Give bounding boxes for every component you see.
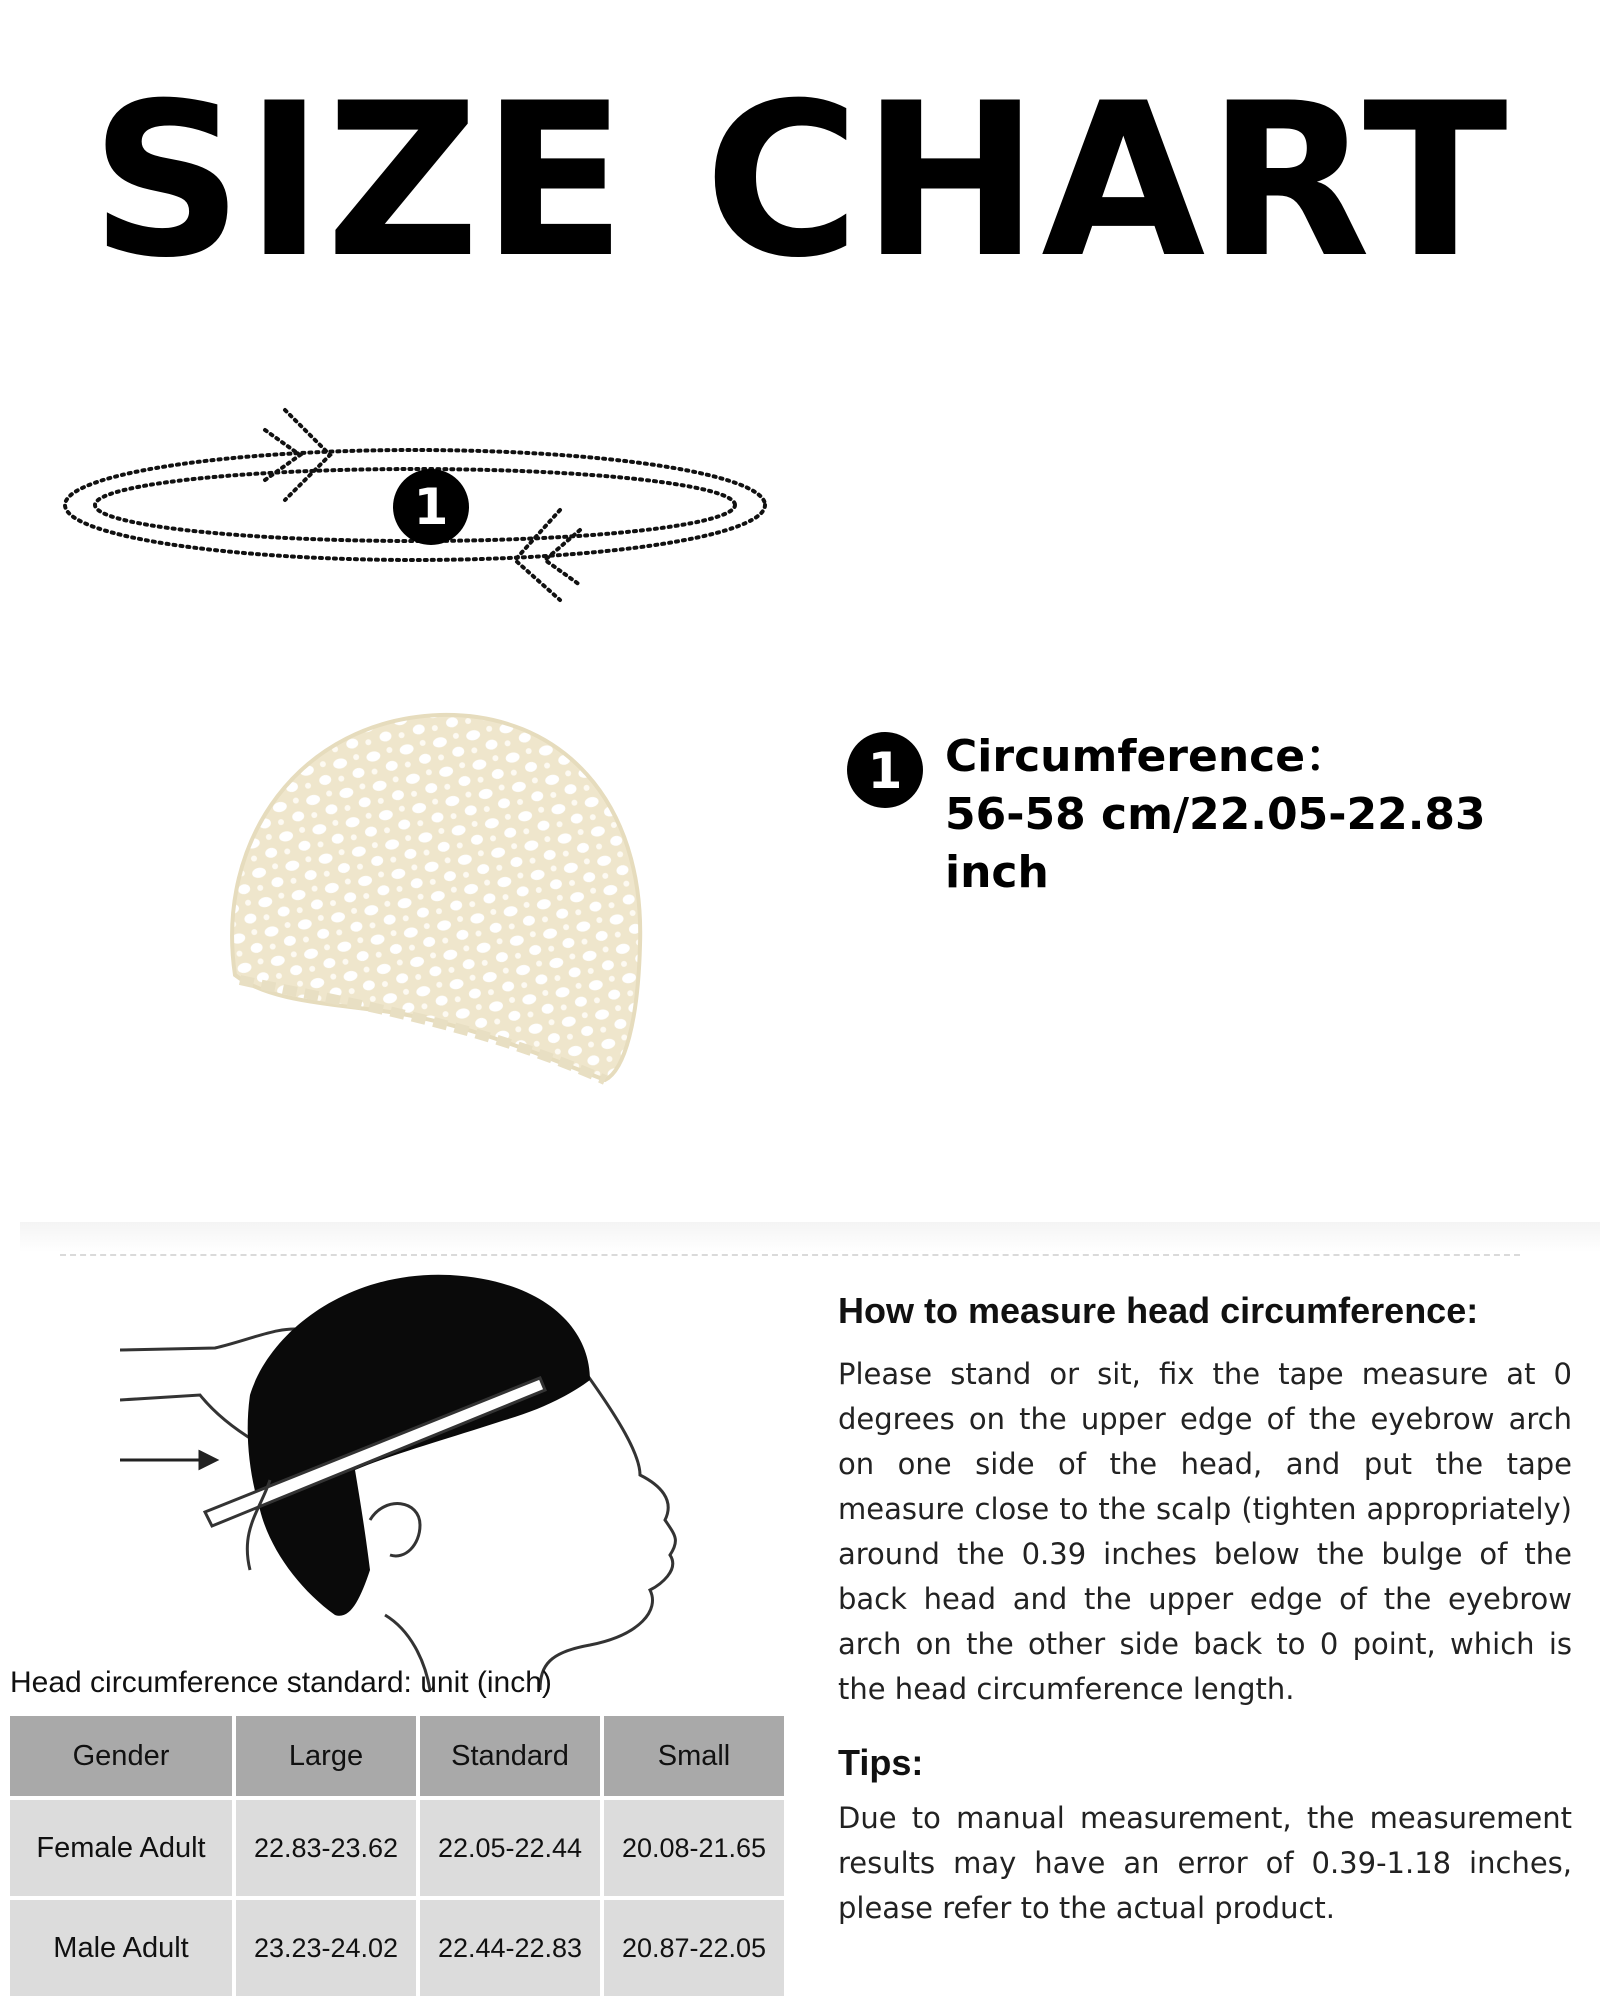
- header-large: Large: [236, 1716, 416, 1796]
- circumference-info: [945, 728, 1585, 902]
- divider: [60, 1254, 1520, 1256]
- section-band: [20, 1222, 1600, 1252]
- svg-text:1: 1: [867, 742, 903, 800]
- table-row: [10, 1800, 784, 1896]
- header-small: Small: [604, 1716, 784, 1796]
- measure-instructions: Please stand or sit, fix the tape measure at 0 degrees on the upper edge of the eyebrow arch on one side of the head, and put the tape measure close to the scalp (tighten appropriately) around the 0.39 inches below the bulge of the back head and the upper edge of the eyebrow arch on the other side back to 0 point, which is the head circumference length.: [838, 1357, 1572, 1706]
- header-standard: Standard: [420, 1716, 600, 1796]
- tips-text: Due to manual measurement, the measurement results may have an error of 0.39-1.18 inches, please refer to the actual product.: [838, 1801, 1572, 1925]
- row-small: 20.08-21.65: [604, 1800, 784, 1896]
- badge-number: 1: [413, 478, 449, 536]
- size-table: [6, 1712, 788, 2000]
- ear: [370, 1504, 420, 1556]
- head-measure-illustration: [120, 1270, 780, 1690]
- circumference-label: Circumference：: [945, 731, 1350, 782]
- page-title: SIZE CHART: [90, 57, 1510, 304]
- circumference-value: 56-58 cm/22.05-22.83 inch: [945, 789, 1486, 898]
- face-profile: [540, 1365, 675, 1690]
- hat-image: [210, 690, 670, 1090]
- row-small: 20.87-22.05: [604, 1900, 784, 1996]
- table-caption: Head circumference standard: unit (inch): [10, 1666, 552, 1699]
- tips-heading: Tips:: [838, 1742, 924, 1783]
- hair-silhouette: [248, 1275, 590, 1616]
- header-gender: Gender: [10, 1716, 232, 1796]
- table-row: [10, 1900, 784, 1996]
- row-standard: 22.44-22.83: [420, 1900, 600, 1996]
- row-standard: 22.05-22.44: [420, 1800, 600, 1896]
- circumference-diagram: [60, 400, 800, 620]
- row-gender: Female Adult: [10, 1800, 232, 1896]
- measure-heading: How to measure head circumference:: [838, 1290, 1479, 1331]
- circumference-badge: [845, 730, 925, 810]
- row-gender: Male Adult: [10, 1900, 232, 1996]
- row-large: 23.23-24.02: [236, 1900, 416, 1996]
- table-header-row: [10, 1716, 784, 1796]
- row-large: 22.83-23.62: [236, 1800, 416, 1896]
- arrow-pointer-icon: [120, 1452, 216, 1468]
